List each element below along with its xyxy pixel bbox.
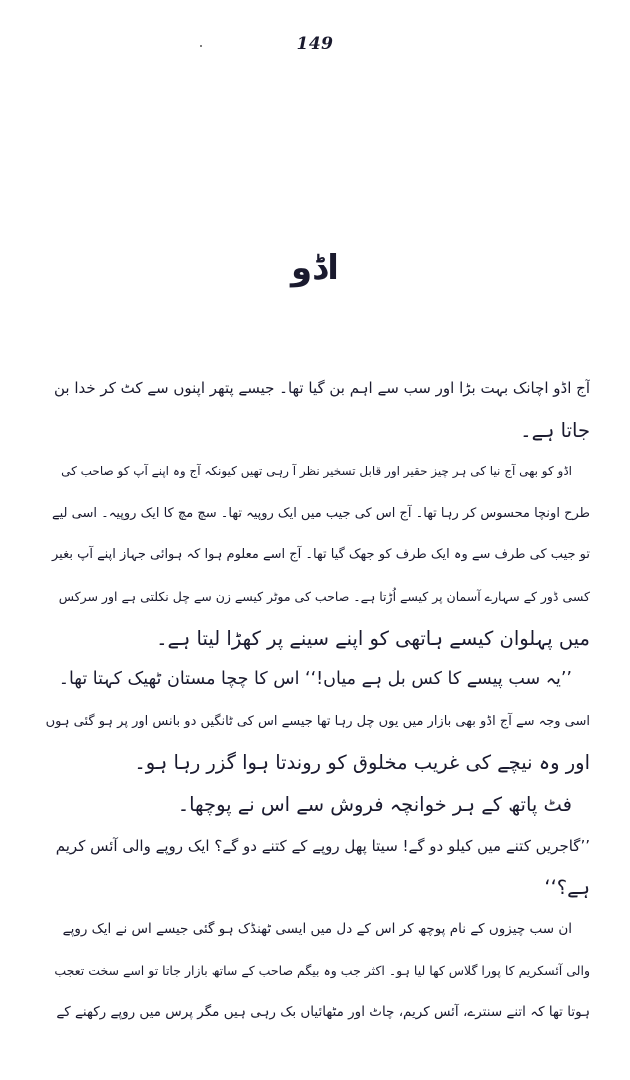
text-line: ہوتا تھا کہ اتنے سنترے، آئس کریم، چاٹ اور مٹھائیاں بک رہی ہیں مگر پرس میں روپے رکھنے کے (56, 1003, 590, 1020)
text-line: ہے؟‘‘ (544, 876, 590, 900)
text-line: ان سب چیزوں کے نام پوچھ کر اس کے دل میں ایسی ٹھنڈک ہو گئی جیسے اس نے ایک روپے (62, 920, 572, 937)
text-line: ’’گاجریں کتنے میں کیلو دو گے! سیتا پھل روپے کے کتنے دو گے؟ ایک روپے والی آئس کریم (55, 836, 590, 855)
body-text (45, 368, 590, 1034)
text-line: تو جیب کی طرف سے وہ ایک طرف کو جھک گیا تھا۔ آج اسے معلوم ہوا کہ ہوائی جہاز اپنے آپ بغیر (51, 547, 590, 563)
text-line: کسی ڈور کے سہارے آسمان پر کیسے اُڑتا ہے۔ صاحب کی موٹر کیسے زن سے چل نکلتی ہے اور سرکس (58, 588, 590, 604)
text-line: اور وہ نیچے کی غریب مخلوق کو روندتا ہوا گزر رہا ہو۔ (134, 751, 590, 775)
text-line: اڈو کو بھی آج نیا کی ہر چیز حقیر اور قابل تسخیر نظر آ رہی تھیں کیونکہ آج وہ اپنے آپ کو صاحب کی (61, 464, 572, 479)
text-line: فٹ پاتھ کے ہر خوانچہ فروش سے اس نے پوچھا۔ (177, 792, 572, 816)
text-line: ’’یہ سب پیسے کا کس بل ہے میاں!‘‘ اس کا چچا مستان ٹھیک کہتا تھا۔ (58, 669, 572, 690)
text-line: والی آئسکریم کا پورا گلاس کھا لیا ہو۔ اکثر جب وہ بیگم صاحب کے ساتھ بازار جاتا تو اسے سخت تعجب (54, 963, 590, 979)
text-line: آج اڈو اچانک بہت بڑا اور سب سے اہم بن گیا تھا۔ جیسے پتھر اپنوں سے کٹ کر خدا بن (53, 379, 590, 397)
text-line: طرح اونچا محسوس کر رہا تھا۔ آج اس کی جیب میں ایک روپیہ تھا۔ سچ مچ کا ایک روپیہ۔ اسی لیے (52, 505, 590, 521)
chapter-title: اڈو (291, 248, 339, 288)
text-line: جاتا ہے۔ (520, 418, 590, 442)
text-line: اسی وجہ سے آج اڈو بھی بازار میں یوں چل رہا تھا جیسے اس کی ٹانگیں دو بانس اور پر ہو گئی ہوں (45, 713, 590, 729)
page-number: 149 (296, 34, 334, 54)
text-line: میں پہلوان کیسے ہاتھی کو اپنے سینے پر کھڑا لیتا ہے۔ (156, 626, 590, 650)
